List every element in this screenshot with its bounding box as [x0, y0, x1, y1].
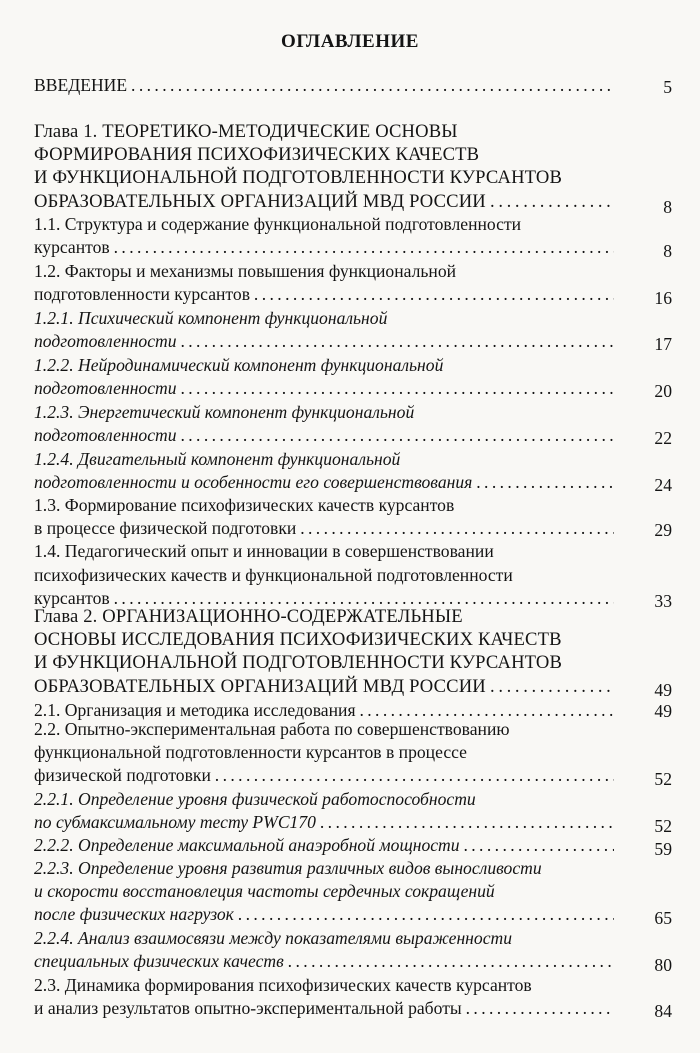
- toc-entry-line: [34, 307, 614, 330]
- toc-entry-text: психофизических качеств и функциональной подготовленности: [34, 565, 513, 585]
- toc-entry-text: Глава 2. ОРГАНИЗАЦИОННО-СОДЕРЖАТЕЛЬНЫЕ: [34, 606, 463, 627]
- toc-entry-line: [34, 903, 614, 926]
- toc-entry-text: 2.3. Динамика формирования психофизических качеств курсантов: [34, 975, 532, 995]
- toc-entry-text: 1.2.1. Психический компонент функциональной: [34, 308, 388, 328]
- toc-entry-line: [34, 811, 614, 834]
- toc-entry-text: 1.3. Формирование психофизических качеств курсантов: [34, 495, 455, 515]
- toc-entry-text: 2.2.1. Определение уровня физической работоспособности: [34, 789, 476, 809]
- toc-entry-line: [34, 166, 614, 189]
- toc-entry-text: подготовленности . . .: [34, 425, 614, 445]
- toc-entry-text: 2.1. Организация и методика исследования . . .: [34, 700, 614, 720]
- toc-entry-line: [34, 377, 614, 400]
- toc-entry-line: [34, 764, 614, 787]
- toc-entry-line: [34, 834, 614, 857]
- toc-page-number: 8: [663, 197, 672, 217]
- toc-entry-text: в процессе физической подготовки . . .: [34, 518, 614, 538]
- toc-entry-line: [34, 651, 614, 674]
- page-title: ОГЛАВЛЕНИЕ: [281, 31, 419, 52]
- toc-entry-text: 1.2.3. Энергетический компонент функциональной: [34, 402, 415, 422]
- toc-entry-line: [34, 974, 614, 997]
- toc-entry-text: 1.2. Факторы и механизмы повышения функциональной: [34, 261, 457, 281]
- toc-entry-line: [34, 143, 614, 166]
- toc-entry-text: ФОРМИРОВАНИЯ ПСИХОФИЗИЧЕСКИХ КАЧЕСТВ: [34, 144, 480, 165]
- toc-entry-line: [34, 354, 614, 377]
- toc-entry-text: и анализ результатов опытно-экспериментальной работы . . .: [34, 998, 614, 1018]
- toc-entry-line: [34, 880, 614, 903]
- toc-entry-text: функциональной подготовленности курсантов в процессе: [34, 742, 467, 762]
- toc-entry-line: [34, 675, 614, 698]
- toc-entry-text: И ФУНКЦИОНАЛЬНОЙ ПОДГОТОВЛЕННОСТИ КУРСАНТОВ: [34, 652, 563, 673]
- toc-entry-line: [34, 950, 614, 973]
- toc-entry-text: подготовленности . . .: [34, 378, 614, 398]
- toc-entry-line: [34, 236, 614, 259]
- toc-entry-text: 2.2.3. Определение уровня развития различных видов выносливости: [34, 858, 542, 878]
- toc-entry-line: [34, 857, 614, 880]
- toc-page-number: 33: [654, 591, 672, 611]
- toc-entry-line: [34, 997, 614, 1020]
- toc-entry-line: [34, 471, 614, 494]
- toc-page-number: 84: [654, 1001, 672, 1021]
- toc-entry-text: ВВЕДЕНИЕ . . .: [34, 75, 614, 95]
- toc-page-number: 65: [654, 908, 672, 928]
- toc-entry-line: [34, 564, 614, 587]
- toc-page-number: 8: [663, 241, 672, 261]
- toc-entry-text: подготовленности курсантов . . .: [34, 284, 614, 304]
- toc-page-number: 16: [654, 288, 672, 308]
- toc-entry-text: 1.1. Структура и содержание функциональной подготовленности: [34, 214, 522, 234]
- toc-entry-line: [34, 190, 614, 213]
- toc-entry-line: [34, 540, 614, 563]
- toc-entry-text: подготовленности и особенности его совершенствования . . .: [34, 472, 614, 492]
- toc-entry-text: физической подготовки . . .: [34, 765, 614, 785]
- toc-entry-text: 2.2.4. Анализ взаимосвязи между показателями выраженности: [34, 928, 513, 948]
- toc-entry-line: [34, 494, 614, 517]
- toc-entry-text: подготовленности . . .: [34, 331, 614, 351]
- toc-entry-line: [34, 448, 614, 471]
- toc-page-number: 59: [654, 839, 672, 859]
- toc-page-number: 24: [654, 475, 672, 495]
- toc-entry-line: [34, 517, 614, 540]
- toc-page-number: 80: [654, 955, 672, 975]
- toc-entry-line: [34, 424, 614, 447]
- toc-entry-line: [34, 628, 614, 651]
- toc-entry-text: после физических нагрузок . . .: [34, 904, 614, 924]
- toc-entry-line: [34, 213, 614, 236]
- toc-entry-text: 1.4. Педагогический опыт и инновации в совершенствовании: [34, 541, 494, 561]
- toc-entry-text: специальных физических качеств . . .: [34, 951, 614, 971]
- toc-entry-text: 1.2.4. Двигательный компонент функциональной: [34, 449, 401, 469]
- toc-entry-line: [34, 120, 614, 143]
- toc-entry-text: курсантов . . .: [34, 237, 614, 257]
- toc-entry-line: [34, 605, 614, 628]
- toc-entry-line: [34, 74, 614, 97]
- toc-page-number: 49: [654, 680, 672, 700]
- toc-entry-line: [34, 260, 614, 283]
- toc-entry-line: [34, 718, 614, 741]
- toc-entry-line: [34, 927, 614, 950]
- toc-entry-text: И ФУНКЦИОНАЛЬНОЙ ПОДГОТОВЛЕННОСТИ КУРСАНТОВ: [34, 167, 563, 188]
- toc-page-number: 49: [654, 701, 672, 721]
- toc-entry-text: 2.2. Опытно-экспериментальная работа по совершенствованию: [34, 719, 510, 739]
- toc-entry-text: и скорости восстановлеция частоты сердечных сокращений: [34, 881, 495, 901]
- toc-page-number: 20: [654, 381, 672, 401]
- toc-page-number: 17: [654, 334, 672, 354]
- toc-page-number: 52: [654, 769, 672, 789]
- toc-entry-line: [34, 283, 614, 306]
- toc-entry-text: Глава 1. ТЕОРЕТИКО-МЕТОДИЧЕСКИЕ ОСНОВЫ: [34, 121, 458, 142]
- toc-page-number: 5: [663, 77, 672, 97]
- toc-entry-text: курсантов . . .: [34, 588, 614, 608]
- toc-entry-text: по субмаксимальному тесту PWC170 . . .: [34, 812, 614, 832]
- toc-entry-text: ОСНОВЫ ИССЛЕДОВАНИЯ ПСИХОФИЗИЧЕСКИХ КАЧЕСТВ: [34, 629, 562, 650]
- toc-entry-line: [34, 401, 614, 424]
- toc-entry-text: 2.2.2. Определение максимальной анаэробной мощности . . .: [34, 835, 614, 855]
- toc-entry-text: ОБРАЗОВАТЕЛЬНЫХ ОРГАНИЗАЦИЙ МВД РОССИИ . . .: [34, 191, 614, 212]
- toc-entry-text: ОБРАЗОВАТЕЛЬНЫХ ОРГАНИЗАЦИЙ МВД РОССИИ . . .: [34, 676, 614, 697]
- toc-page-number: 22: [654, 428, 672, 448]
- toc-entry-line: [34, 788, 614, 811]
- toc-entry-text: 1.2.2. Нейродинамический компонент функциональной: [34, 355, 444, 375]
- toc-entry-line: [34, 741, 614, 764]
- toc-page-number: 29: [654, 520, 672, 540]
- toc-entry-line: [34, 330, 614, 353]
- toc-page-number: 52: [654, 816, 672, 836]
